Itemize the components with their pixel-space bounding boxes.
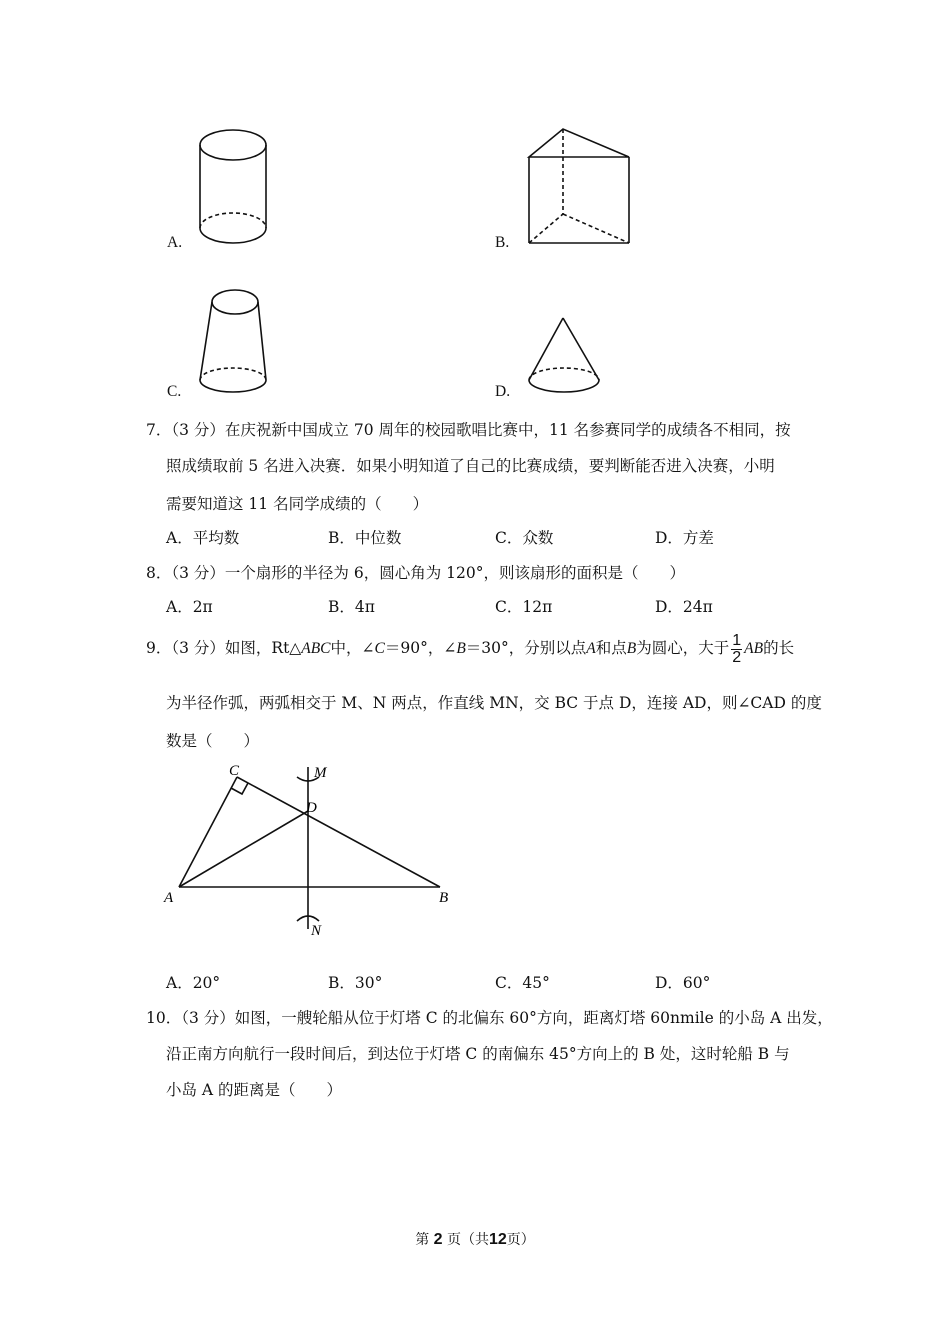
q9-option-c: C．45°	[495, 974, 550, 992]
q6-option-b: B.	[495, 234, 510, 251]
cylinder-figure	[200, 130, 266, 243]
q7-option-b: B．中位数	[328, 529, 402, 547]
q9-option-b: B．30°	[328, 974, 383, 992]
page-footer: 第 2 页（共12页）	[415, 1231, 535, 1248]
q9-line-2: 为半径作弧，两弧相交于 M、N 两点，作直线 MN，交 BC 于点 D，连接 AD，则∠CAD 的度	[166, 694, 822, 712]
label-b: B	[439, 890, 449, 906]
q8-option-b: B．4π	[328, 598, 375, 616]
q6-option-d: D.	[495, 383, 511, 400]
q7-line-3: 需要知道这 11 名同学成绩的（ ）	[166, 495, 429, 513]
triangular-prism-figure	[529, 129, 629, 243]
label-c: C	[229, 763, 240, 779]
q8-option-d: D．24π	[655, 598, 713, 616]
q7-line-1: 7．（3 分）在庆祝新中国成立 70 周年的校园歌唱比赛中，11 名参赛同学的成绩各不相同，按	[146, 421, 791, 439]
q9-option-a: A．20°	[166, 974, 221, 992]
label-m: M	[314, 765, 327, 781]
q8-option-a: A．2π	[166, 598, 213, 616]
q10-line-1: 10．（3 分）如图，一艘轮船从位于灯塔 C 的北偏东 60°方向，距离灯塔 60nmile 的小岛 A 出发，	[146, 1009, 833, 1027]
label-a: A	[164, 890, 174, 906]
q7-option-a: A．平均数	[166, 529, 240, 547]
q6-option-a: A.	[167, 234, 183, 251]
q7-option-c: C．众数	[495, 529, 554, 547]
page-number: 2	[433, 1231, 443, 1248]
q9-line-3: 数是（ ）	[166, 732, 260, 750]
q10-line-3: 小岛 A 的距离是（ ）	[166, 1081, 343, 1099]
q9-option-d: D．60°	[655, 974, 711, 992]
q9-triangle-figure	[160, 755, 460, 945]
cone-figure	[529, 318, 599, 392]
q8-option-c: C．12π	[495, 598, 553, 616]
q9-line-1: 9．（3 分）如图，Rt△ABC中，∠C＝90°，∠B＝30°，分别以点A和点B为圆心，大于 $\frac{1}{2}$ AB的长	[146, 631, 795, 666]
label-n: N	[311, 923, 322, 939]
side-cb	[237, 777, 440, 887]
label-d: D	[306, 800, 317, 816]
total-pages: 12	[489, 1231, 507, 1248]
q8-line-1: 8．（3 分）一个扇形的半径为 6，圆心角为 120°，则该扇形的面积是（ ）	[146, 564, 685, 582]
fraction-one-half: $\frac{1}{2}$	[732, 631, 742, 666]
q6-figures	[0, 0, 950, 410]
q7-line-2: 照成绩取前 5 名进入决赛．如果小明知道了自己的比赛成绩，要判断能否进入决赛，小明	[166, 457, 775, 475]
q7-option-d: D．方差	[655, 529, 714, 547]
q6-option-c: C.	[167, 383, 182, 400]
q10-line-2: 沿正南方向航行一段时间后，到达位于灯塔 C 的南偏东 45°方向上的 B 处，这时轮船 B 与	[166, 1045, 790, 1063]
frustum-figure	[200, 290, 266, 392]
